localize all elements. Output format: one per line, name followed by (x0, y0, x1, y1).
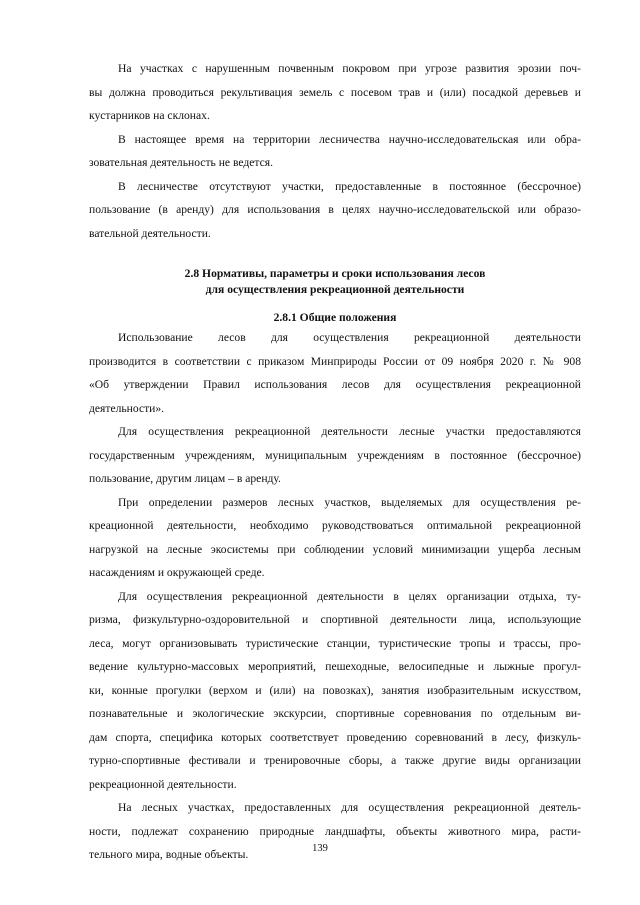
text-line: рекреационной деятельности. (89, 777, 237, 791)
text-line: зовательная деятельность не ведется. (89, 156, 273, 169)
page-number: 139 (312, 843, 328, 854)
text-line: В настоящее время на территории лесничества научно-исследовательская или обра- (118, 132, 581, 146)
text-line: нагрузкой на лесные экосистемы при соблюдении условий минимизации ущерба лесным (89, 542, 581, 556)
text-line: креационной деятельности, необходимо руководствоваться оптимальной рекреационной (89, 519, 581, 532)
subsection-title: 2.8.1 Общие положения (273, 311, 397, 324)
text-line: леса, могут организовывать туристические станции, туристические тропы и трассы, про- (89, 636, 581, 650)
text-line: пользование (в аренду) для использования в целях научно-исследовательской или образо- (89, 203, 581, 216)
text-line: вы должна проводиться рекультивация земель с посевом трав и (или) посадкой деревьев и (89, 85, 581, 99)
section-heading (89, 266, 581, 298)
subsection-heading (89, 310, 581, 326)
text-line: деятельности». (89, 401, 165, 415)
text-line: государственным учреждениям, муниципальным учреждениям в постоянное (бессрочное) (89, 448, 581, 462)
text-line: ведение культурно-массовых мероприятий, пешеходные, велосипедные и лыжные прогул- (89, 660, 581, 673)
text-line: производится в соответствии с приказом Минприроды России от 09 ноября 2020 г. № 908 (89, 354, 581, 368)
text-line: познавательные и экологические экскурсии, спортивные соревнования по отдельным ви- (89, 707, 581, 720)
text-line: турно-спортивные фестивали и тренировочные сборы, а также другие виды организации (89, 754, 581, 767)
text-line: Для осуществления рекреационной деятельности в целях организации отдыха, ту- (118, 589, 581, 603)
text-line: ности, подлежат сохранению природные ландшафты, объекты животного мира, расти- (89, 824, 581, 838)
text-line: Для осуществления рекреационной деятельности лесные участки предоставляются (118, 425, 581, 438)
text-line: При определении размеров лесных участков, выделяемых для осуществления ре- (118, 495, 581, 509)
text-line: пользование, другим лицам – в аренду. (89, 472, 281, 485)
text-block-main (89, 326, 581, 867)
text-line: В лесничестве отсутствуют участки, предоставленные в постоянное (бессрочное) (118, 179, 581, 193)
text-line: ризма, физкультурно-оздоровительной и спортивной деятельности лица, использующие (89, 613, 581, 626)
section-title-line: для осуществления рекреационной деятельности (205, 283, 465, 296)
text-line: «Об утверждении Правил использования лесов для осуществления рекреационной (89, 378, 581, 391)
text-line: насаждениям и окружающей среде. (89, 566, 265, 579)
text-line: Использование лесов для осуществления рекреационной деятельности (118, 331, 581, 344)
text-line: тельного мира, водные объекты. (89, 848, 249, 861)
text-line: дам спорта, специфика которых соответствует проведению соревнований в лесу, физкуль- (89, 730, 581, 744)
text-line: вательной деятельности. (89, 226, 211, 240)
text-line: На участках с нарушенным почвенным покровом при угрозе развития эрозии поч- (118, 62, 581, 75)
text-line: ки, конные прогулки (верхом и (или) на повозках), занятия изобразительным искусством, (89, 683, 581, 697)
section-title-line: 2.8 Нормативы, параметры и сроки использования лесов (184, 267, 486, 280)
text-line: кустарников на склонах. (89, 109, 210, 122)
text-line: На лесных участках, предоставленных для осуществления рекреационной деятель- (118, 801, 581, 814)
text-block-top (89, 57, 581, 245)
